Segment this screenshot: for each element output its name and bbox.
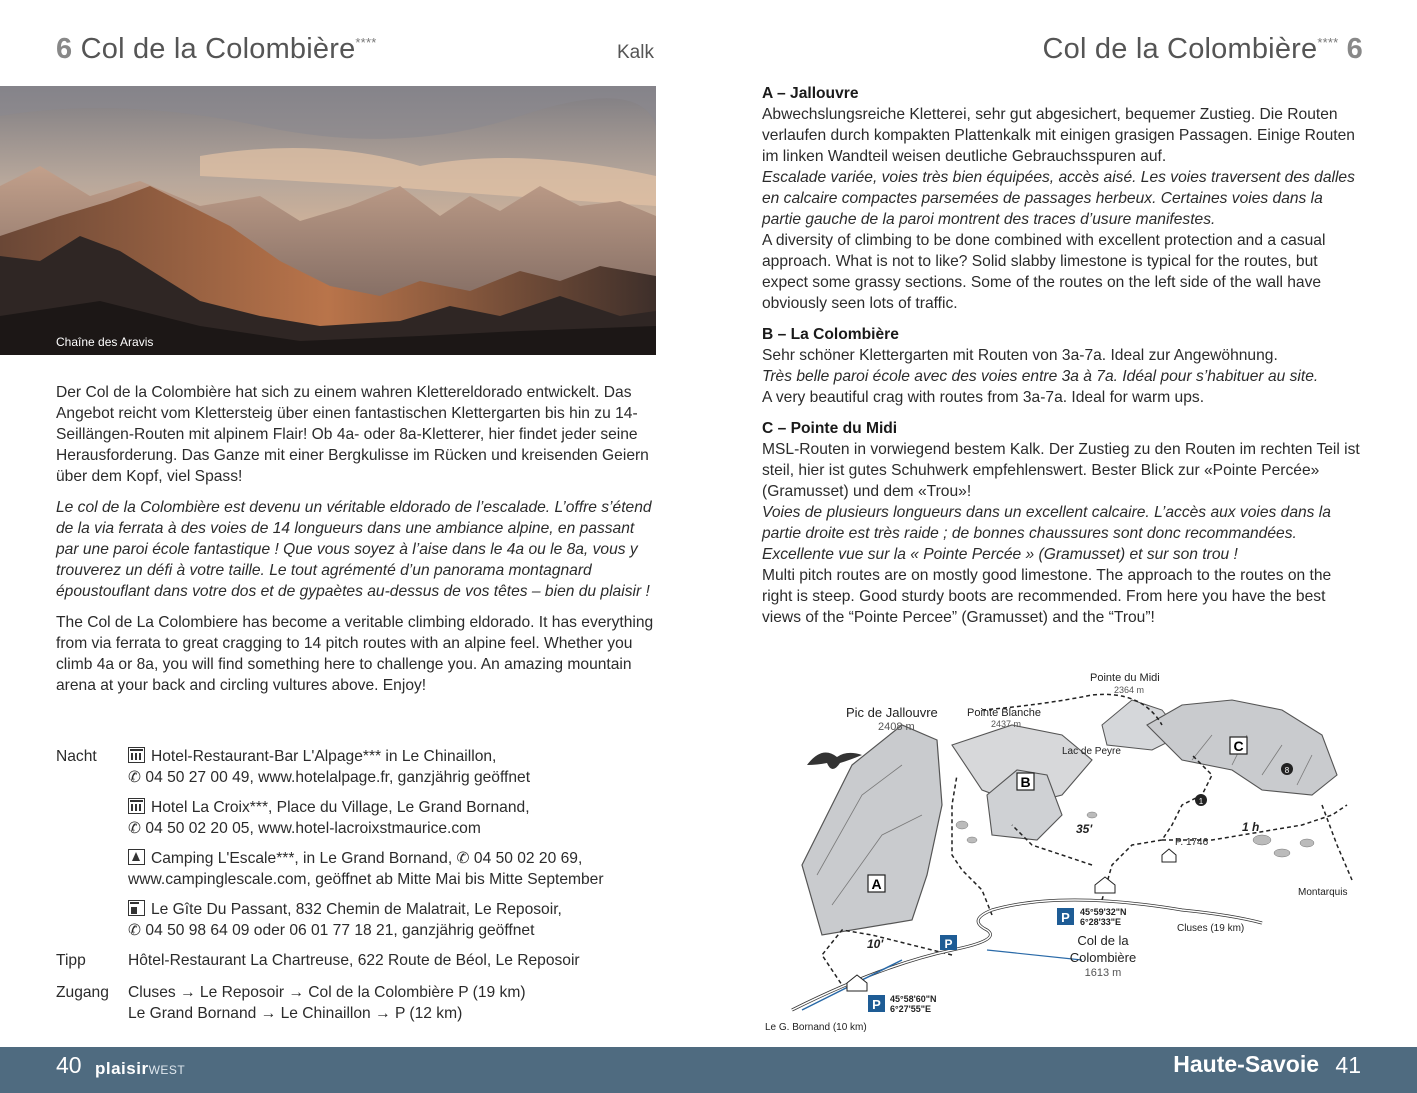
sector-c-label: C <box>1233 738 1244 754</box>
svg-text:6°28'33"E: 6°28'33"E <box>1080 917 1122 927</box>
lac-peyre-label: Lac de Peyre <box>1062 746 1121 757</box>
cluses-label: Cluses (19 km) <box>1177 923 1245 934</box>
nacht-label: Nacht <box>56 748 97 765</box>
parking-icon <box>868 995 885 1012</box>
bornand-label: Le G. Bornand (10 km) <box>765 1022 867 1033</box>
rock-type: Kalk <box>617 42 654 63</box>
parking-icon <box>940 935 957 951</box>
sector-c: C – Pointe du Midi MSL-Routen in vorwiegend bestem Kalk. Der Zustieg zu den Routen im rechten Teil ist steil, hier ist gutes Schuhwerk empfehlenswert. Bester Blick zur «Pointe Percée» (Gramusset) und dem «Trou»! Voies de plusieurs longueurs dans un excellent calcaire. L’accès aux voies dans la partie droite est très raide ; de bonnes chaussures sont donc recommandées. Excellente vue sur la « Pointe Percée » (Gramusset) et sur son trou ! Multi pitch routes are on mostly good limestone. The approach to the routes on the right is steep. Good sturdy boots are recommended. From here you have the best views of the “Pointe Percee” (Gramusset) and the “Trou”! <box>762 420 1360 626</box>
pointe-blanche-label: Pointe Blanche <box>967 707 1041 719</box>
photo-caption: Chaîne des Aravis <box>56 335 154 349</box>
left-page-number: 40 <box>56 1052 82 1078</box>
marker-1: 1 <box>1198 797 1204 806</box>
sector-descriptions <box>762 83 1362 638</box>
parking-icon <box>1057 908 1074 925</box>
svg-text:45°58'60"N: 45°58'60"N <box>890 994 937 1004</box>
nacht-section <box>56 746 666 941</box>
hotel-icon <box>128 747 145 763</box>
svg-text:1 h: 1 h <box>1242 820 1260 834</box>
accommodation-item: Hotel-Restaurant-Bar L'Alpage*** in Le Chinaillon, ✆ 04 50 27 00 49, www.hotelalpage.fr, ganzjährig geöffnet <box>128 748 531 786</box>
sector-a: A – Jallouvre Abwechslungsreiche Kletterei, sehr gut abgesichert, bequemer Zustieg. Die Routen verlaufen durch kompakten Plattenkalk mit einigen grasigen Passagen. Einige Routen im linken Wandteil weisen deutliche Gebrauchsspuren auf. Escalade variée, voies très bien équipées, accès aisé. Les voies traversent des dalles en calcaire compactes parsemées de passages herbeux. Certaines voies dans la partie gauche de la paroi montrent des traces d’usure manifestes. A diversity of climbing to be done combined with excellent protection and a casual approach. What is not to like? Solid slabby limestone is typical for the routes, but expect some grassy sections. Some of the routes on the left side of the wall have obviously seen lots of traffic. <box>762 85 1355 312</box>
sector-b-label: B <box>1020 774 1031 790</box>
svg-text:P: P <box>872 997 881 1012</box>
svg-text:45°59'32"N: 45°59'32"N <box>1080 907 1127 917</box>
intro-en: The Col de La Colombiere has become a veritable climbing eldorado. It has everything from via ferrata to great cragging to 14 pitch routes with an alpine feel. Whether you climb 4a or 8a, you will find something here to challenge you. An amazing mountain arena at your back and circling vultures above. Enjoy! <box>56 614 654 694</box>
svg-text:6°27'55"E: 6°27'55"E <box>890 1004 932 1014</box>
zugang-label: Zugang <box>56 984 109 1001</box>
tipp-section: Tipp Hôtel-Restaurant La Chartreuse, 622 Route de Béol, Le Reposoir <box>56 952 580 969</box>
region-label: Haute-Savoie <box>1173 1051 1319 1077</box>
marker-8: 8 <box>1284 766 1290 775</box>
zugang-section: Zugang Cluses → Le Reposoir → Col de la Colombière P (19 km) Le Grand Bornand → Le Chinaillon → P (12 km) <box>56 984 526 1022</box>
tipp-label: Tipp <box>56 952 86 969</box>
svg-text:2364 m: 2364 m <box>1114 685 1145 695</box>
svg-text:35': 35' <box>1076 822 1093 836</box>
svg-text:10': 10' <box>867 937 884 951</box>
accommodation-item: Camping L'Escale***, in Le Grand Bornand, ✆ 04 50 02 20 69, www.campinglescale.com, geöffnet ab Mitte Mai bis Mitte September <box>128 850 604 888</box>
right-page-title: Col de la Colombière**** 6 <box>1042 33 1363 65</box>
montarquis-label: Montarquis <box>1298 887 1348 898</box>
svg-text:P: P <box>1061 910 1070 925</box>
svg-text:P: P <box>944 937 953 951</box>
sector-a-label: A <box>871 876 882 892</box>
svg-text:1613 m: 1613 m <box>1084 967 1122 979</box>
camping-icon <box>128 849 145 865</box>
left-page-title: 6 Col de la Colombière**** <box>56 33 377 65</box>
brand-logo: plaisirWEST <box>95 1059 186 1078</box>
col-name: Col de la <box>1077 933 1129 948</box>
hotel-icon <box>128 798 145 814</box>
svg-text:Colombière: Colombière <box>1069 950 1137 965</box>
pointe-midi-label: Pointe du Midi <box>1090 672 1160 684</box>
intro-text <box>56 382 656 706</box>
accommodation-item: Hotel La Croix***, Place du Village, Le Grand Bornand, ✆ 04 50 02 20 05, www.hotel-lacroixstmaurice.com <box>128 799 530 837</box>
p1746-label: P. 1746 <box>1175 837 1209 848</box>
accommodation-item: Le Gîte Du Passant, 832 Chemin de Malatrait, Le Reposoir, ✆ 04 50 98 64 09 oder 06 01 77 18 21, ganzjährig geöffnet <box>128 901 562 939</box>
practical-info <box>56 746 666 1024</box>
access-map <box>762 665 1362 1040</box>
svg-text:2408 m: 2408 m <box>878 721 915 733</box>
right-page-number: 41 <box>1335 1052 1361 1078</box>
footer-bar <box>0 1047 1417 1093</box>
intro-fr: Le col de la Colombière est devenu un véritable eldorado de l’escalade. L’offre s’étend de la via ferrata à des voies de 14 longueurs dans une ambiance alpine, en passant par une paroi école fantastique ! Que vous soyez à l’aise dans le 4a ou le 8a, vous y trouverez un défi à votre taille. Le tout agrémenté d’un panorama montagnard époustouflant dans votre dos et de gypaètes au-dessus de vos têtes – bien du plaisir ! <box>56 499 652 600</box>
mountain-photo <box>0 86 656 355</box>
pic-jallouvre-label: Pic de Jallouvre <box>846 705 938 720</box>
hut-icon <box>128 900 145 916</box>
intro-de: Der Col de la Colombière hat sich zu einem wahren Klettereldorado entwickelt. Das Angebot reicht vom Klettersteig über einen fantastischen Klettergarten bis hin zu 14-Seillängen-Routen mit alpinem Flair! Ob 4a- oder 8a-Kletterer, hier findet jeder seine Herausforderung. Das Ganze mit einer Bergkulisse im Rücken und kreisenden Geiern über dem Kopf, viel Spass! <box>56 384 649 485</box>
sector-b: B – La Colombière Sehr schöner Klettergarten mit Routen von 3a-7a. Ideal zur Angewöhnung. Très belle paroi école avec des voies entre 3a à 7a. Idéal pour s’habituer au site. A very beautiful crag with routes from 3a-7a. Ideal for warm ups. <box>762 326 1319 406</box>
svg-text:2437 m: 2437 m <box>991 719 1022 729</box>
